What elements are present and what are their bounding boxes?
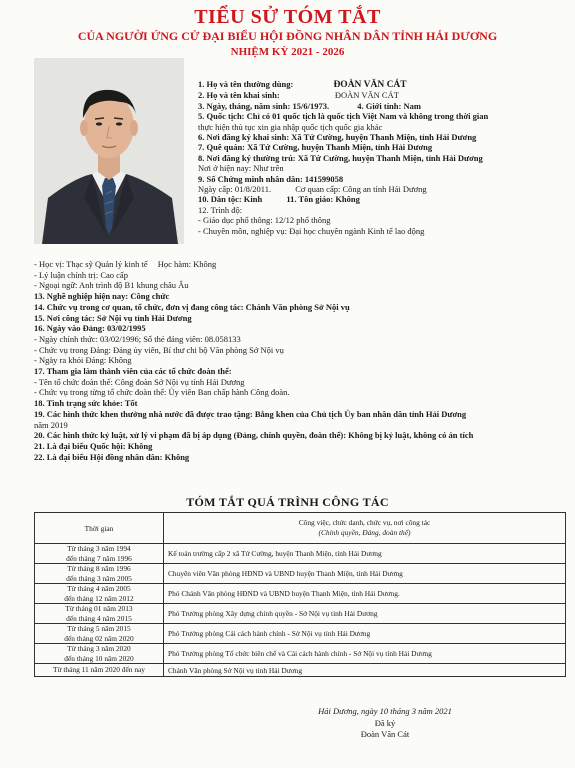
signature-block bbox=[300, 706, 470, 741]
field-nationality-cont: thực hiện thủ tục xin gia nhập quốc tịch quốc gia khác bbox=[198, 121, 383, 132]
time-cell: Từ tháng 3 năm 1994 đến tháng 7 năm 1996 bbox=[35, 544, 164, 564]
gender: 4. Giới tính: Nam bbox=[357, 100, 421, 111]
table-row bbox=[35, 544, 566, 564]
field-birth-registration: 6. Nơi đăng ký khai sinh: Xã Tứ Cường, huyện Thanh Miện, tỉnh Hải Dương bbox=[198, 132, 477, 143]
table-row bbox=[35, 624, 566, 644]
field-party-exit: - Ngày ra khỏi Đảng: Không bbox=[34, 355, 132, 366]
personal-info-continued bbox=[34, 259, 564, 462]
field-ethnicity-religion bbox=[198, 194, 558, 204]
field-peoples-council: 22. Là đại biểu Hội đồng nhân dân: Không bbox=[34, 451, 190, 462]
time-cell: Từ tháng 3 năm 2020 đến tháng 10 năm 2020 bbox=[35, 644, 164, 664]
signature-status: Đã ký bbox=[374, 717, 396, 728]
field-discipline: 20. Các hình thức kỷ luật, xử lý vi phạm đã bị áp dụng (Đảng, chính quyền, đoàn thể): Không bị kỷ luật, không có án tích bbox=[34, 430, 474, 441]
field-education: 12. Trình độ: bbox=[198, 204, 243, 215]
religion: 11. Tôn giáo: Không bbox=[286, 194, 360, 205]
table-row bbox=[35, 644, 566, 664]
education-professional: - Chuyên môn, nghiệp vụ: Đại học chuyên ngành Kinh tế lao động bbox=[198, 225, 425, 236]
career-table bbox=[34, 512, 566, 677]
table-row bbox=[35, 604, 566, 624]
field-organizations: 17. Tham gia làm thành viên của các tổ chức đoàn thể: bbox=[34, 366, 232, 377]
field-birth-name: 2. Họ và tên khai sinh: ĐOÀN VĂN CÁT bbox=[198, 90, 399, 101]
field-common-name: 1. Họ và tên thường dùng: ĐOÀN VĂN CÁT bbox=[198, 79, 407, 90]
field-party-official: - Ngày chính thức: 03/02/1996; Số thẻ đảng viên: 08.058133 bbox=[34, 333, 241, 344]
table-row bbox=[35, 664, 566, 677]
field-occupation: 13. Nghề nghiệp hiện nay: Công chức bbox=[34, 291, 170, 302]
career-table-title: TÓM TẮT QUÁ TRÌNH CÔNG TÁC bbox=[186, 495, 389, 509]
job-cell: Chánh Văn phòng Sở Nội vụ tỉnh Hải Dương bbox=[164, 664, 566, 677]
id-issue-date: Ngày cấp: 01/8/2011. bbox=[198, 184, 272, 195]
col-header-job: Công việc, chức danh, chức vụ, nơi công tác (Chính quyền, Đảng, đoàn thể) bbox=[164, 513, 566, 544]
field-party-position: - Chức vụ trong Đảng: Đảng ủy viên, Bí thư chi bộ Văn phòng Sở Nội vụ bbox=[34, 344, 284, 355]
field-current-residence: Nơi ở hiện nay: Như trên bbox=[198, 163, 284, 174]
time-cell: Từ tháng 8 năm 1996 đến tháng 3 năm 2005 bbox=[35, 564, 164, 584]
birthdate: 3. Ngày, tháng, năm sinh: 15/6/1973. bbox=[198, 100, 330, 111]
portrait-photo bbox=[34, 58, 184, 244]
birth-name-value: ĐOÀN VĂN CÁT bbox=[334, 90, 399, 101]
field-awards: 19. Các hình thức khen thưởng nhà nước đã được trao tặng: Bằng khen của Chủ tịch Ủy ban nhân dân tỉnh Hải Dương bbox=[34, 408, 467, 419]
table-row bbox=[35, 584, 566, 604]
organization-position: - Chức vụ trong từng tổ chức đoàn thể: Ủy viên Ban chấp hành Công đoàn. bbox=[34, 387, 290, 398]
field-id-number: 9. Số Chứng minh nhân dân: 141599058 bbox=[198, 173, 344, 184]
education-general: - Giáo dục phổ thông: 12/12 phổ thông bbox=[198, 215, 331, 226]
field-foreign-language: - Ngoại ngữ: Anh trình độ B1 khung châu Âu bbox=[34, 280, 189, 291]
job-cell: Phó Trưởng phòng Cải cách hành chính - Sở Nội vụ tỉnh Hải Dương bbox=[164, 624, 566, 644]
table-row bbox=[35, 564, 566, 584]
field-workplace: 15. Nơi công tác: Sở Nội vụ tỉnh Hải Dương bbox=[34, 312, 192, 323]
academic-title: Học hàm: Không bbox=[157, 259, 217, 269]
job-cell: Phó Trưởng phòng Tổ chức biên chế và Cải cách hành chính - Sở Nội vụ tỉnh Hải Dương bbox=[164, 644, 566, 664]
document-title: TIỂU SỬ TÓM TẮT bbox=[194, 6, 381, 28]
time-cell: Từ tháng 01 năm 2013 đến tháng 4 năm 2015 bbox=[35, 604, 164, 624]
time-cell: Từ tháng 11 năm 2020 đến nay bbox=[35, 664, 164, 677]
term-label: NHIỆM KỲ 2021 - 2026 bbox=[230, 46, 345, 58]
field-national-assembly: 21. Là đại biểu Quốc hội: Không bbox=[34, 440, 153, 451]
job-cell: Phó Trưởng phòng Xây dựng chính quyền - Sở Nội vụ tỉnh Hải Dương bbox=[164, 604, 566, 624]
field-awards-cont: năm 2019 bbox=[34, 419, 68, 430]
signature-date: Hải Dương, ngày 10 tháng 3 năm 2021 bbox=[318, 706, 452, 716]
table-header-row bbox=[35, 513, 566, 544]
ethnicity: 10. Dân tộc: Kinh bbox=[198, 194, 263, 205]
field-degree bbox=[34, 259, 564, 270]
job-cell: Kế toán trường cấp 2 xã Tứ Cường, huyện Thanh Miện, tỉnh Hải Dương bbox=[164, 544, 566, 564]
field-id-issue bbox=[198, 184, 558, 194]
col-header-time: Thời gian bbox=[35, 513, 164, 544]
field-position: 14. Chức vụ trong cơ quan, tổ chức, đơn vị đang công tác: Chánh Văn phòng Sở Nội vụ bbox=[34, 301, 350, 312]
common-name-value: ĐOÀN VĂN CÁT bbox=[333, 80, 407, 90]
field-party-join-date: 16. Ngày vào Đảng: 03/02/1995 bbox=[34, 323, 146, 334]
document-subtitle: CỦA NGƯỜI ỨNG CỬ ĐẠI BIỂU HỘI ĐỒNG NHÂN DÂN TỈNH HẢI DƯƠNG bbox=[77, 29, 498, 43]
field-political-theory: - Lý luận chính trị: Cao cấp bbox=[34, 269, 128, 280]
personal-info bbox=[198, 79, 558, 236]
time-cell: Từ tháng 4 năm 2005 đến tháng 12 năm 2012 bbox=[35, 584, 164, 604]
field-permanent-residence: 8. Nơi đăng ký thường trú: Xã Tứ Cường, huyện Thanh Miện, tỉnh Hải Dương bbox=[198, 152, 483, 163]
signature-name: Đoàn Văn Cát bbox=[360, 729, 410, 739]
field-health: 18. Tình trạng sức khỏe: Tốt bbox=[34, 398, 138, 409]
field-hometown: 7. Quê quán: Xã Tứ Cường, huyện Thanh Miện, tỉnh Hải Dương bbox=[198, 142, 433, 153]
id-issuer: Cơ quan cấp: Công an tỉnh Hải Dương bbox=[295, 184, 427, 195]
time-cell: Từ tháng 5 năm 2015 đến tháng 02 năm 2020 bbox=[35, 624, 164, 644]
field-birthdate-gender bbox=[198, 101, 558, 111]
job-cell: Chuyên viên Văn phòng HĐND và UBND huyện Thanh Miện, tỉnh Hải Dương bbox=[164, 564, 566, 584]
job-cell: Phó Chánh Văn phòng HĐND và UBND huyện Thanh Miện, tỉnh Hải Dương. bbox=[164, 584, 566, 604]
portrait-illustration bbox=[34, 58, 184, 244]
organization-name: - Tên tổ chức đoàn thể: Công đoàn Sở Nội vụ tỉnh Hải Dương bbox=[34, 376, 245, 387]
field-nationality: 5. Quốc tịch: Chỉ có 01 quốc tịch là quốc tịch Việt Nam và không trong thời gian bbox=[198, 111, 489, 122]
academic-degree: - Học vị: Thạc sỹ Quản lý kinh tế bbox=[34, 259, 148, 269]
